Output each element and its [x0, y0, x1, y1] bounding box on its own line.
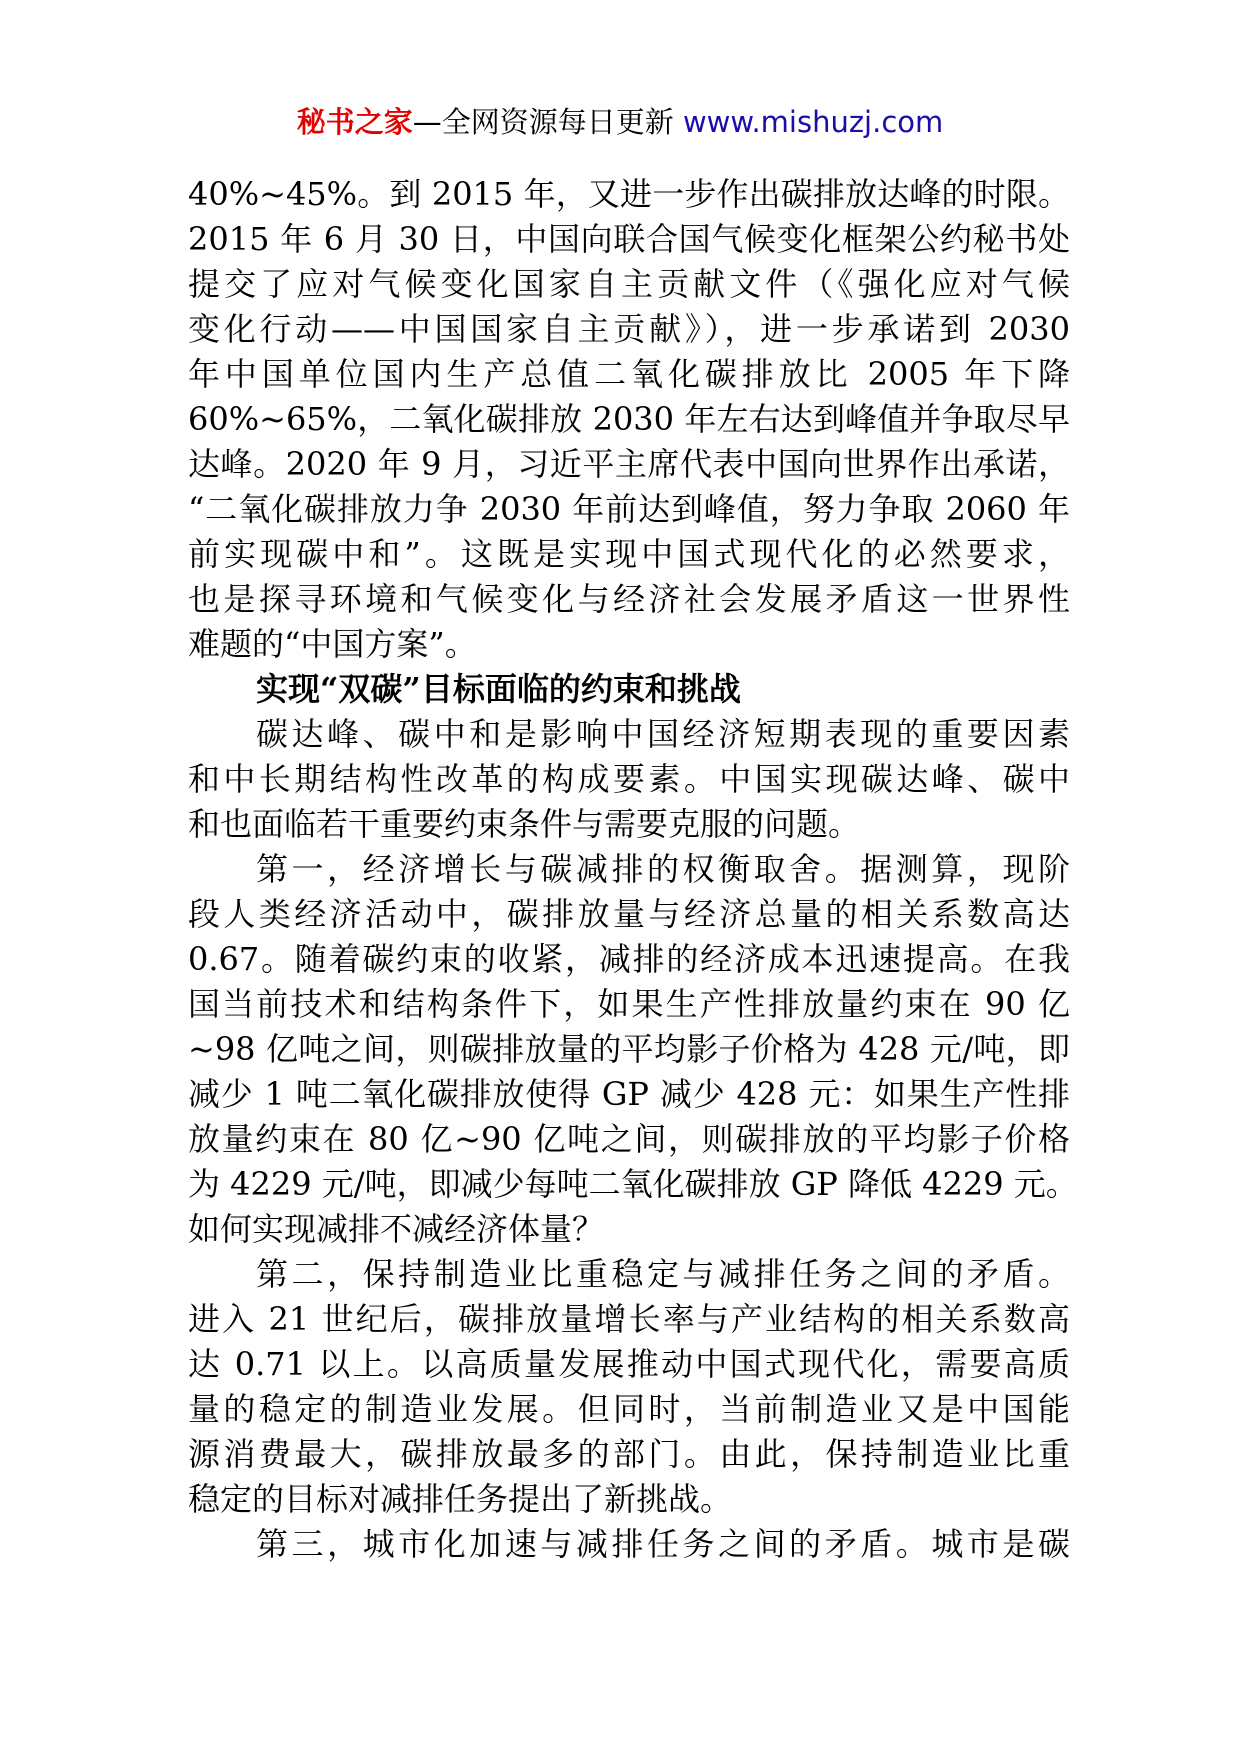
text-line: 为 4229 元/吨，即减少每吨二氧化碳排放 GP 降低 4229 元。 — [188, 1165, 1078, 1203]
text-line: 放量约束在 80 亿~90 亿吨之间，则碳排放的平均影子价格 — [188, 1120, 1070, 1158]
header-tagline: —全网资源每日更新 — [412, 105, 674, 139]
text-line: 段人类经济活动中，碳排放量与经济总量的相关系数高达 — [188, 895, 1070, 933]
text-line: 达 0.71 以上。以高质量发展推动中国式现代化，需要高质 — [188, 1345, 1070, 1383]
brand-name: 秘书之家 — [296, 105, 413, 139]
text-line: 0.67。随着碳约束的收紧，减排的经济成本迅速提高。在我 — [188, 940, 1070, 978]
text-line: 年中国单位国内生产总值二氧化碳排放比 2005 年下降 — [188, 355, 1070, 393]
document-body — [188, 172, 1078, 1567]
text-line: 60%~65%，二氧化碳排放 2030 年左右达到峰值并争取尽早 — [188, 400, 1070, 438]
text-line: 量的稳定的制造业发展。但同时，当前制造业又是中国能 — [188, 1390, 1070, 1428]
text-line: 也是探寻环境和气候变化与经济社会发展矛盾这一世界性 — [188, 580, 1070, 618]
section-heading: 实现“双碳”目标面临的约束和挑战 — [256, 670, 741, 708]
text-line: 稳定的目标对减排任务提出了新挑战。 — [188, 1480, 733, 1518]
text-line: 变化行动——中国国家自主贡献》），进一步承诺到 2030 — [188, 310, 1070, 348]
text-line: 和中长期结构性改革的构成要素。中国实现碳达峰、碳中 — [188, 760, 1070, 798]
text-line: ~98 亿吨之间，则碳排放量的平均影子价格为 428 元/吨，即 — [188, 1030, 1070, 1068]
text-line: 第三，城市化加速与减排任务之间的矛盾。城市是碳 — [256, 1525, 1070, 1563]
text-line: 提交了应对气候变化国家自主贡献文件（《强化应对气候 — [188, 265, 1070, 303]
text-line: “二氧化碳排放力争 2030 年前达到峰值，努力争取 2060 年 — [188, 490, 1070, 528]
text-line: 难题的“中国方案”。 — [188, 625, 477, 663]
text-line: 2015 年 6 月 30 日，中国向联合国气候变化框架公约秘书处 — [188, 220, 1070, 258]
text-line: 40%~45%。到 2015 年，又进一步作出碳排放达峰的时限。 — [188, 175, 1070, 213]
page-header — [0, 102, 1240, 142]
text-line: 和也面临若干重要约束条件与需要克服的问题。 — [188, 805, 861, 843]
text-line: 达峰。2020 年 9 月，习近平主席代表中国向世界作出承诺， — [188, 445, 1070, 483]
text-line: 第二，保持制造业比重稳定与减排任务之间的矛盾。 — [256, 1255, 1070, 1293]
text-line: 减少 1 吨二氧化碳排放使得 GP 减少 428 元：如果生产性排 — [188, 1075, 1070, 1113]
text-line: 源消费最大，碳排放最多的部门。由此，保持制造业比重 — [188, 1435, 1070, 1473]
text-line: 如何实现减排不减经济体量？ — [188, 1210, 605, 1248]
text-line: 前实现碳中和”。这既是实现中国式现代化的必然要求， — [188, 535, 1070, 573]
text-line: 进入 21 世纪后，碳排放量增长率与产业结构的相关系数高 — [188, 1300, 1070, 1338]
text-line: 碳达峰、碳中和是影响中国经济短期表现的重要因素 — [256, 715, 1070, 753]
text-line: 国当前技术和结构条件下，如果生产性排放量约束在 90 亿 — [188, 985, 1070, 1023]
text-line: 第一，经济增长与碳减排的权衡取舍。据测算，现阶 — [256, 850, 1070, 888]
site-url-link[interactable]: www.mishuzj.com — [682, 105, 944, 139]
